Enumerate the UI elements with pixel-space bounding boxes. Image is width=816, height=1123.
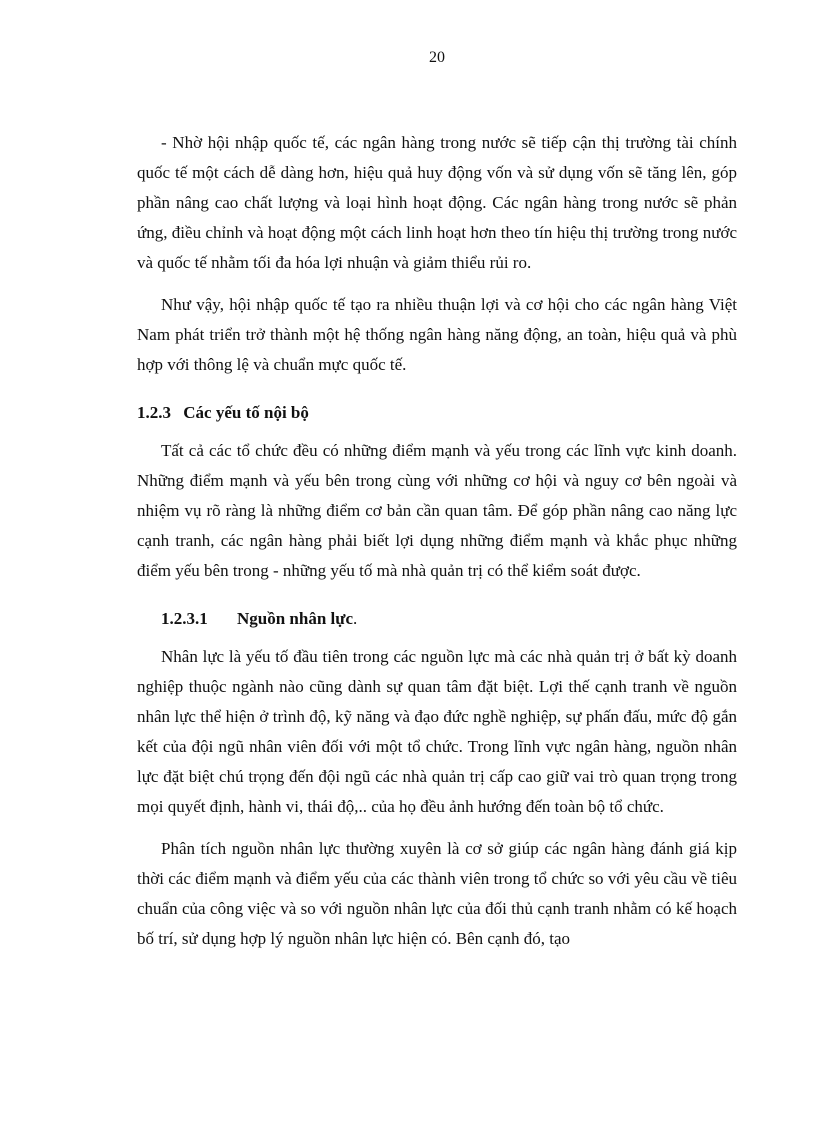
paragraph-internal-factors: Tất cả các tổ chức đều có những điểm mạnh và yếu trong các lĩnh vực kinh doanh. Những điểm mạnh và yếu bên trong cùng với những cơ hội và nguy cơ bên ngoài và nhiệm vụ rõ ràng là những điểm cơ bản cần quan tâm. Để góp phần nâng cao năng lực cạnh tranh, các ngân hàng phải biết lợi dụng những điểm mạnh và khắc phục những điểm yếu bên trong - những yếu tố mà nhà quản trị có thể kiểm soát được. [137, 441, 737, 580]
page-number: 20 [429, 49, 445, 66]
section-number: 1.2.3 [137, 403, 171, 422]
section-heading-1-2-3 [137, 398, 737, 428]
section-heading-1-2-3-1 [137, 604, 737, 634]
section-title: Nguồn nhân lực [237, 609, 354, 628]
paragraph-integration-summary: Như vậy, hội nhập quốc tế tạo ra nhiều thuận lợi và cơ hội cho các ngân hàng Việt Nam phát triển trở thành một hệ thống ngân hàng năng động, an toàn, hiệu quả và phù hợp với thông lệ và chuẩn mực quốc tế. [137, 295, 737, 374]
section-title-period: . [353, 609, 358, 628]
paragraph-hr-analysis: Phân tích nguồn nhân lực thường xuyên là cơ sở giúp các ngân hàng đánh giá kịp thời các điểm mạnh và điểm yếu của các thành viên trong tổ chức so với yêu cầu về tiêu chuẩn của công việc và so với nguồn nhân lực của đối thủ cạnh tranh nhằm có kế hoạch bố trí, sử dụng hợp lý nguồn nhân lực hiện có. Bên cạnh đó, tạo [137, 839, 737, 948]
document-body [137, 128, 737, 954]
section-number: 1.2.3.1 [161, 609, 208, 628]
section-title: Các yếu tố nội bộ [183, 403, 309, 422]
paragraph-human-resources: Nhân lực là yếu tố đầu tiên trong các nguồn lực mà các nhà quản trị ở bất kỳ doanh nghiệp thuộc ngành nào cũng dành sự quan tâm đặt biệt. Lợi thế cạnh tranh về nguồn nhân lực thể hiện ở trình độ, kỹ năng và đạo đức nghề nghiệp, sự phấn đấu, mức độ gắn kết của đội ngũ nhân viên đối với một tổ chức. Trong lĩnh vực ngân hàng, nguồn nhân lực đặt biệt chú trọng đến đội ngũ các nhà quản trị cấp cao giữ vai trò quan trọng trong mọi quyết định, hành vi, thái độ,.. của họ đều ảnh hướng đến toàn bộ tổ chức. [137, 647, 737, 816]
paragraph-integration-benefits: - Nhờ hội nhập quốc tế, các ngân hàng trong nước sẽ tiếp cận thị trường tài chính quốc tế một cách dễ dàng hơn, hiệu quả huy động vốn và sử dụng vốn sẽ tăng lên, góp phần nâng cao chất lượng và loại hình hoạt động. Các ngân hàng trong nước sẽ phản ứng, điều chỉnh và hoạt động một cách linh hoạt hơn theo tín hiệu thị trường trong nước và quốc tế nhằm tối đa hóa lợi nhuận và giảm thiểu rủi ro. [137, 133, 737, 272]
